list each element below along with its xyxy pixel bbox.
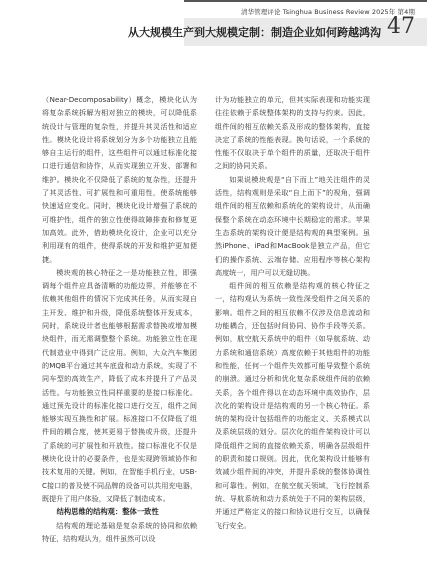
page-number: 47: [387, 14, 415, 39]
journal-name: 清华管理评论 Tsinghua Business Review 2025年 第4期: [240, 8, 415, 16]
article-title: 从大规模生产到大规模定制：制造企业如何跨越鸿沟: [128, 26, 381, 39]
header-rule: [184, 0, 427, 2]
left-column: [42, 93, 197, 545]
paragraph: 模块观的核心特征之一是功能独立性，即强调每个组件应具备清晰的功能边界，并能够在不依赖其他组件的情况下完成其任务，从而实现自主开发、维护和升级，降低系统整体开发成本，同时，系统设计者也能够根据需求替换或增加模块组件，而无需调整整个系统。功能独立性在现代制造业中得到广泛应用。例如，大众汽车集团的MQB平台通过其车底盘和动力系统，实现了不同车型的高效生产，降低了成本并提升了产品灵活性。与功能独立性同样重要的是接口标准化。通过预先设计的标准化接口进行交互，组件之间能够实现互换性和扩展。标准接口不仅降低了组件间的耦合度，使其更易于替换或升级，还提升了系统的可扩展性和开放性。接口标准化不仅是模块化设计的必要条件，也是实现跨领域协作和技术复用的关键。例如，在智能手机行业，USB-C接口的普及使不同品牌的设备可以共用充电器，既提升了用户体验，又降低了制造成本。: [42, 267, 197, 503]
paragraph: （Near-Decomposability）概念，模块化认为将复杂系统拆解为相对独立的模块，可以降低系统设计与管理的复杂性，并提升其灵活性和适应性。模块化设计将系统划分为多个功能独立且能够自主运行的组件，这些组件可以通过标准化接口进行通信和协作，从而实现独立开发、部署和维护。模块化不仅降低了系统的复杂性，还提升了其灵活性、可扩展性和可重用性，使系统能够快速适应变化。同时，模块化设计增强了系统的可维护性，组件的独立性使得故障排查和修复更加高效。此外，借助模块化设计，企业可以充分利用现有的组件，使得系统的开发和维护更加便捷。: [42, 95, 197, 264]
paragraph: 结构观的理论基础是复杂系统的协同和依赖特征，结构观认为，组件虽然可以设: [42, 520, 197, 543]
right-column: [215, 93, 370, 532]
paragraph: 如果说模块观是“自下而上”地关注组件的灵活性，结构观则是采取“自上而下”的视角，强调组件间的相互依赖和系统化的架构设计，从而确保整个系统在动态环境中长期稳定的需求。苹果生态系统的架构设计便是结构观的典型案例。虽然iPhone、iPad和MacBook是独立产品，但它们的操作系统、云端存储、应用程序等核心架构高度统一，用户可以无缝切换。: [215, 174, 370, 277]
section-heading: 结构思维的结构观：整体一致性: [56, 507, 159, 517]
paragraph: 计为功能独立的单元，但其实际表现和功能实现往往依赖于系统整体架构的支持与约束。因此，组件间的相互依赖关系及形成的整体架构，直接决定了系统的性能表现。换句话说，一个系统的性能不仅取决于单个组件的质量，还取决于组件之间的协同关系。: [215, 95, 370, 171]
paragraph: 组件间的相互依赖是结构观的核心特征之一，结构观认为系统一致性深受组件之间关系的影响。组件之间的相互依赖不仅涉及信息流动和功能耦合，还包括时间协同、协作手段等关系。例如，航空航天系统中的组件（如导航系统、动力系统和通信系统）高度依赖于其他组件的功能和性能，任何一个组件失效都可能导致整个系统的崩溃。通过分析和优化复杂系统组件间的依赖关系，各个组件得以在动态环境中高效协作，层次化的架构设计是结构观的另一个核心特征。系统的架构设计包括组件的功能定义、关系模式以及系统层级的划分。层次化的组件架构设计可以降低组件之间的直接依赖关系，明确各层级组件的职责和接口规则。因此，优化架构设计能够有效减少组件间的冲突，并提升系统的整体协调性和可靠性。例如，在航空航天领域，飞行控制系统、导航系统和动力系统处于不同的架构层级，并通过严格定义的接口和协议进行交互，以确保飞行安全。: [215, 281, 370, 530]
